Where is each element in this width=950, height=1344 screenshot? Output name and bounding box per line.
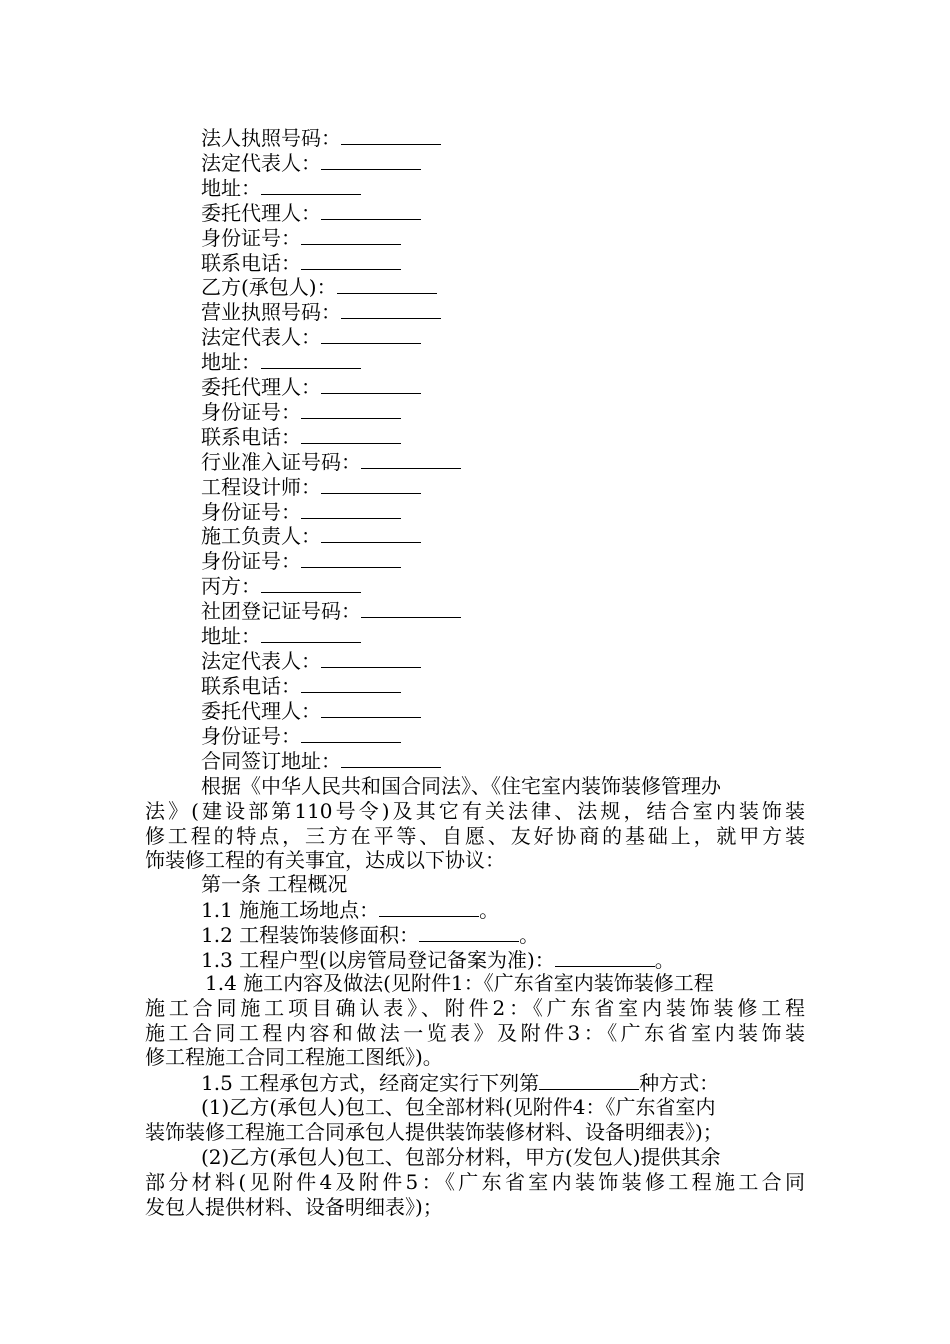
fill-blank: [301, 548, 401, 568]
item-label: 1.5 工程承包方式，经商定实行下列第: [201, 1071, 540, 1095]
fill-blank: [337, 274, 437, 294]
fill-blank: [261, 573, 361, 593]
field-label: 地址：: [201, 175, 261, 200]
field-label: 身份证号：: [201, 399, 301, 424]
form-field: [201, 399, 401, 424]
field-label: 身份证号：: [201, 549, 301, 574]
form-field: [201, 648, 421, 673]
form-field: [201, 474, 421, 499]
form-field: [201, 175, 361, 200]
fill-blank: [301, 225, 401, 245]
form-field: [201, 598, 461, 623]
fill-blank: [321, 374, 421, 394]
fill-blank: [301, 673, 401, 693]
option-1: [145, 1095, 805, 1145]
fill-blank: [261, 175, 361, 195]
form-field: [201, 250, 401, 275]
field-label: 身份证号：: [201, 723, 301, 748]
period: 。: [519, 923, 540, 947]
form-field: [201, 673, 401, 698]
fill-blank: [341, 748, 441, 768]
form-field: [201, 748, 441, 773]
item-line: 1.4 施工内容及做法(见附件1：《广东省室内装饰装修工程: [205, 971, 714, 995]
field-label: 法定代表人：: [201, 325, 321, 350]
form-field: [201, 548, 401, 573]
fill-blank: [361, 598, 461, 618]
field-label: 联系电话：: [201, 424, 301, 449]
form-field: [201, 698, 421, 723]
fill-blank: [321, 523, 421, 543]
form-field: [201, 623, 361, 648]
field-label: 委托代理人：: [201, 698, 321, 723]
fill-blank: [301, 250, 401, 270]
fill-blank: [321, 200, 421, 220]
fill-blank: [419, 922, 519, 942]
period: 。: [654, 948, 675, 972]
fill-blank: [301, 499, 401, 519]
option-line: 装饰装修工程施工合同承包人提供装饰装修材料、设备明细表》)；: [145, 1119, 723, 1144]
item-line: 修工程施工合同工程施工图纸》)。: [145, 1045, 443, 1070]
field-label: 法人执照号码：: [201, 126, 341, 150]
item-1-3: [201, 947, 675, 973]
field-label: 委托代理人：: [201, 200, 321, 225]
field-label: 法定代表人：: [201, 648, 321, 673]
fill-blank: [379, 897, 479, 917]
item-1-2: [201, 922, 539, 948]
form-field: [201, 125, 441, 150]
period: 。: [479, 898, 500, 922]
field-label: 营业执照号码：: [201, 300, 341, 325]
fill-blank: [555, 947, 655, 967]
fill-blank: [301, 723, 401, 743]
form-field: [201, 573, 361, 598]
field-label: 地址：: [201, 350, 261, 375]
intro-line: 法》(建设部第110号令)及其它有关法律、法规，结合室内装饰装: [145, 798, 805, 823]
item-label: 1.3 工程户型(以房管局登记备案为准)：: [201, 948, 555, 972]
field-label: 行业准入证号码：: [201, 449, 361, 474]
intro-paragraph: [145, 774, 805, 873]
field-label: 联系电话：: [201, 673, 301, 698]
field-label: 身份证号：: [201, 225, 301, 250]
form-field: [201, 723, 401, 748]
fill-blank: [261, 623, 361, 643]
option-2: [145, 1145, 805, 1219]
form-field: [201, 274, 437, 299]
intro-line: 饰装修工程的有关事宜，达成以下协议：: [145, 848, 505, 873]
field-label: 丙方：: [201, 574, 261, 599]
field-label: 地址：: [201, 624, 261, 648]
field-label: 委托代理人：: [201, 375, 321, 399]
item-suffix: 种方式：: [639, 1071, 720, 1095]
fill-blank: [321, 150, 421, 170]
item-label: 1.2 工程装饰装修面积：: [201, 923, 420, 947]
item-line: 施工合同施工项目确认表》、附件2：《广东省室内装饰装修工程: [145, 995, 805, 1020]
form-field: [201, 150, 421, 175]
form-field: [201, 200, 421, 225]
intro-line: 修工程的特点，三方在平等、自愿、友好协商的基础上，就甲方装: [145, 823, 805, 848]
field-label: 社团登记证号码：: [201, 599, 361, 624]
item-label: 1.1 施施工场地点：: [201, 898, 380, 922]
fill-blank: [261, 349, 361, 369]
form-field: [201, 449, 461, 474]
field-label: 合同签订地址：: [201, 748, 341, 773]
fill-blank: [321, 324, 421, 344]
intro-line: 根据《中华人民共和国合同法》、《住宅室内装饰装修管理办: [201, 774, 721, 798]
field-label: 施工负责人：: [201, 524, 321, 549]
form-field: [201, 349, 361, 374]
article-title: 第一条 工程概况: [201, 872, 348, 896]
fill-blank: [301, 424, 401, 444]
fill-blank: [341, 299, 441, 319]
field-label: 联系电话：: [201, 250, 301, 275]
fill-blank: [361, 449, 461, 469]
form-field: [201, 374, 421, 399]
option-line: (1)乙方(承包人)包工、包全部材料(见附件4：《广东省室内: [201, 1095, 716, 1119]
form-field: [201, 299, 441, 324]
field-label: 乙方(承包人)：: [201, 275, 337, 300]
form-field: [201, 424, 401, 449]
option-line: (2)乙方(承包人)包工、包部分材料，甲方(发包人)提供其余: [201, 1145, 721, 1169]
fill-blank: [301, 399, 401, 419]
form-field: [201, 225, 401, 250]
field-label: 法定代表人：: [201, 150, 321, 175]
item-1-5: [201, 1070, 719, 1096]
field-label: 身份证号：: [201, 499, 301, 524]
option-line: 发包人提供材料、设备明细表》)；: [145, 1194, 443, 1219]
form-field: [201, 324, 421, 349]
form-field: [201, 499, 401, 524]
fill-blank: [321, 648, 421, 668]
field-label: 工程设计师：: [201, 474, 321, 499]
fill-blank: [321, 474, 421, 494]
fill-blank: [321, 698, 421, 718]
item-line: 施工合同工程内容和做法一览表》及附件3：《广东省室内装饰装: [145, 1020, 805, 1045]
fill-blank: [341, 125, 441, 145]
option-line: 部分材料(见附件4及附件5：《广东省室内装饰装修工程施工合同: [145, 1169, 805, 1194]
form-field: [201, 523, 421, 548]
item-1-4: [145, 971, 805, 1070]
fill-blank: [539, 1070, 639, 1090]
item-1-1: [201, 897, 499, 923]
